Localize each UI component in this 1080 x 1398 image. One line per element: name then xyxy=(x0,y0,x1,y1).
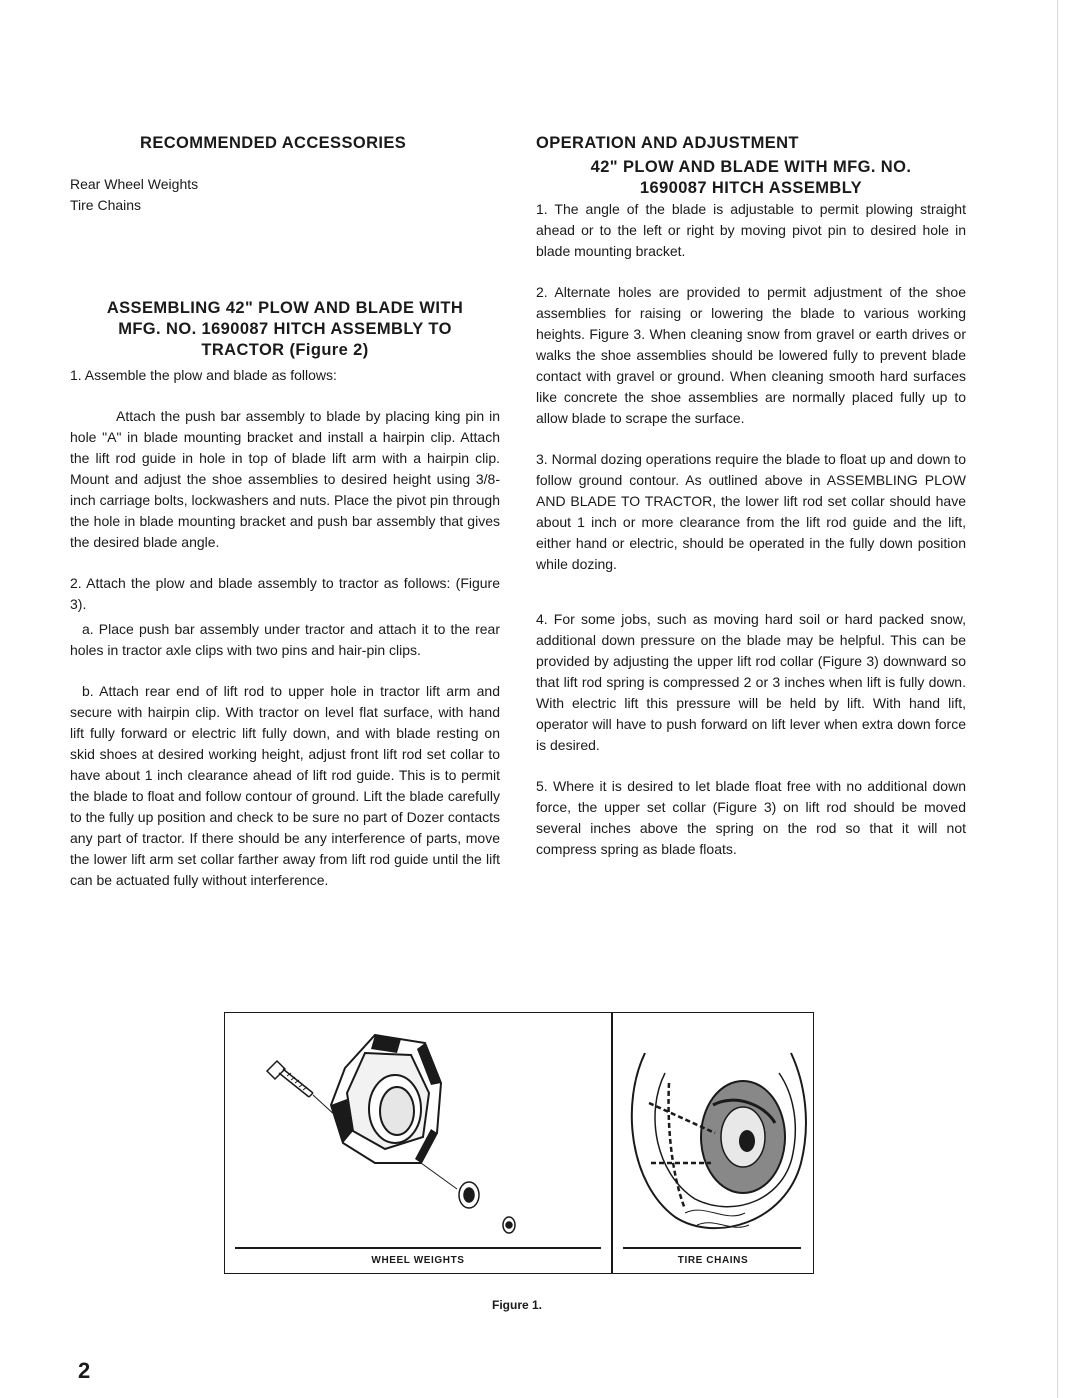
assembling-heading-line2: MFG. NO. 1690087 HITCH ASSEMBLY TO xyxy=(118,320,452,338)
operation-step-3: 3. Normal dozing operations require the blade to float up and down to follow ground contour. As outlined above in ASSEMBLING PLOW AND BLADE TO TRACTOR, the lower lift rod set collar should have about 1 inch or more clearance from the lift rod guide and the lift, either hand or electric, should be operated in the fully down position while dozing. xyxy=(536,451,966,572)
operation-step-4: 4. For some jobs, such as moving hard soil or hard packed snow, additional down pressure on the blade may be helpful. This can be provided by adjusting the upper lift rod collar (Figure 3) downward so that lift rod spring is compressed 2 or 3 inches when lift is fully down. With electric lift this pressure will be held by lift. With hand lift, operator will have to push forward on lift lever when extra down force is desired. xyxy=(536,611,966,753)
figure-label: Figure 1. xyxy=(492,1298,543,1312)
operation-step-2: 2. Alternate holes are provided to permit adjustment of the shoe assemblies for raising or lowering the blade to various working heights. Figure 3. When cleaning snow from gravel or earth drives or walks the shoe assemblies should be lowered fully to prevent blade contact with gravel or ground. When cleaning smooth hard surfaces like concrete the shoe assemblies are normally placed fully up to allow blade to scrape the surface. xyxy=(536,284,966,426)
step-2b: b. Attach rear end of lift rod to upper hole in tractor lift arm and secure with hairpin clip. With tractor on level flat surface, with hand lift fully forward or electric lift fully down, and with blade resting on skid shoes at desired working height, adjust front lift rod set collar to have about 1 inch clearance ahead of lift rod guide. This is to permit the blade to float and follow contour of ground. Lift the blade carefully to the fully up position and check to be sure no part of Dozer contacts any part of tractor. If there should be any interference of parts, move the lower lift arm set collar farther away from lift rod guide until the lift can be actuated fully without interference. xyxy=(70,683,500,888)
operation-step-5: 5. Where it is desired to let blade float free with no additional down force, the upper set collar (Figure 3) on lift rod should be moved several inches above the spring on the rod so that it will not compress spring as blade floats. xyxy=(536,778,966,857)
operation-heading: OPERATION AND ADJUSTMENT xyxy=(536,134,799,152)
wheel-weights-caption: WHEEL WEIGHTS xyxy=(371,1255,465,1266)
accessory-item: Rear Wheel Weights xyxy=(70,176,199,192)
step-1-detail: Attach the push bar assembly to blade by placing king pin in hole "A" in blade mounting bracket and install a hairpin clip. Attach the lift rod guide in hole in top of blade lift arm with a hairpin clip. Mount and adjust the shoe assemblies to desired height using 3/8-inch carriage bolts, lockwashers and nuts. Place the pivot pin through the hole in blade mounting bracket and push bar assembly that gives the desired blade angle. xyxy=(70,408,500,550)
left-column xyxy=(70,133,500,891)
tire-chains-caption: TIRE CHAINS xyxy=(677,1255,749,1266)
assembling-heading-line1: ASSEMBLING 42" PLOW AND BLADE WITH xyxy=(106,299,464,317)
figure-1-panel xyxy=(224,1012,814,1274)
caption-rule-left xyxy=(235,1247,601,1249)
step-2a: a. Place push bar assembly under tractor and attach it to the rear holes in tractor axle clips with two pins and hair-pin clips. xyxy=(70,621,500,658)
plow-heading-line1: 42" PLOW AND BLADE WITH MFG. NO. xyxy=(590,158,912,176)
caption-rule-right xyxy=(623,1247,801,1249)
accessories-heading: RECOMMENDED ACCESSORIES xyxy=(140,134,407,152)
operation-step-1: 1. The angle of the blade is adjustable to permit plowing straight ahead or to the left or right by moving pivot pin to desired hole in blade mounting bracket. xyxy=(536,201,966,259)
page-edge-line xyxy=(1057,0,1058,1398)
wheel-weight-illustration xyxy=(225,1013,605,1241)
step-2: 2. Attach the plow and blade assembly to tractor as follows: (Figure 3). xyxy=(70,575,500,612)
assembling-heading-line3: TRACTOR (Figure 2) xyxy=(201,341,369,359)
page-number: 2 xyxy=(78,1358,91,1383)
step-1: 1. Assemble the plow and blade as follows: xyxy=(70,367,337,383)
right-column xyxy=(536,133,966,860)
tire-chain-illustration xyxy=(615,1013,811,1241)
plow-heading-line2: 1690087 HITCH ASSEMBLY xyxy=(639,179,863,197)
figure-divider xyxy=(611,1013,613,1273)
accessory-item: Tire Chains xyxy=(70,197,142,213)
